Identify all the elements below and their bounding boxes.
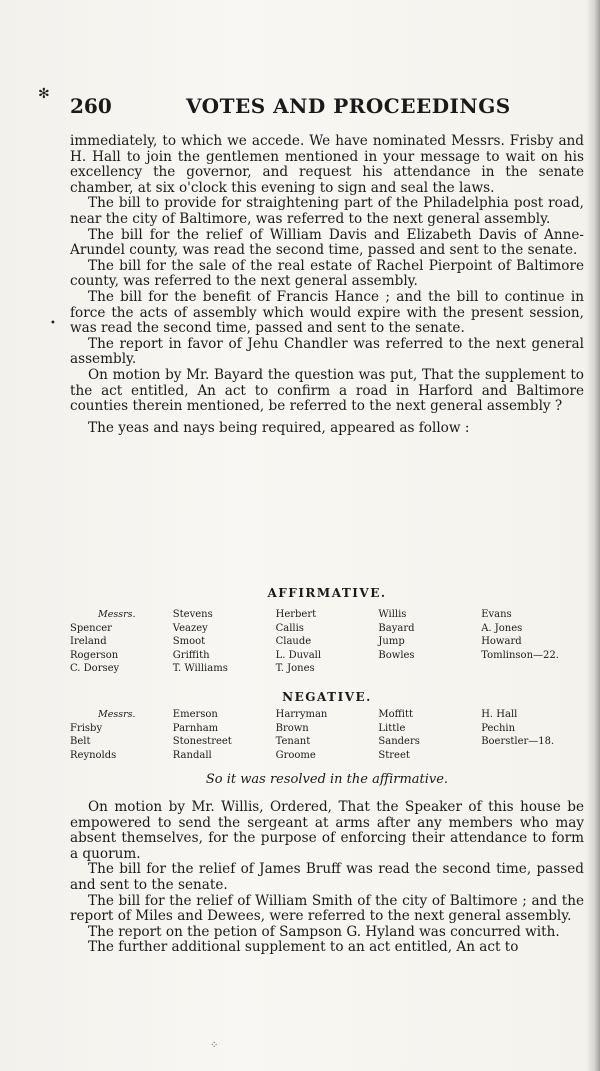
roll-name bbox=[378, 662, 481, 676]
affirmative-heading: AFFIRMATIVE. bbox=[267, 586, 387, 600]
ink-marks: ⁘ bbox=[210, 1040, 219, 1051]
roll-name: Smoot bbox=[172, 636, 206, 647]
roll-row bbox=[70, 662, 584, 676]
roll-name: Harryman bbox=[275, 709, 328, 720]
roll-name: Griffith bbox=[172, 649, 210, 661]
roll-name: Claude bbox=[275, 636, 312, 647]
roll-name: Sanders bbox=[378, 736, 420, 747]
roll-name: T. Williams bbox=[172, 663, 228, 674]
roll-name: Brown bbox=[275, 722, 309, 734]
body-text bbox=[70, 134, 584, 436]
roll-name: Frisby bbox=[70, 722, 103, 734]
roll-name: Emerson bbox=[172, 709, 218, 720]
roll-row bbox=[70, 708, 584, 722]
roll-name: Boerstler—18. bbox=[481, 736, 555, 747]
roll-name: C. Dorsey bbox=[70, 663, 120, 674]
roll-row bbox=[70, 608, 584, 622]
roll-name: Ireland bbox=[70, 636, 107, 647]
page-number: 260 bbox=[70, 94, 112, 118]
roll-name: H. Hall bbox=[481, 709, 518, 720]
roll-row bbox=[70, 749, 584, 763]
roll-name: Street bbox=[378, 749, 410, 761]
page-header bbox=[70, 94, 590, 122]
roll-row bbox=[70, 722, 584, 736]
roll-name: Moffitt bbox=[378, 709, 413, 720]
roll-name: T. Jones bbox=[275, 663, 315, 674]
roll-name: L. Duvall bbox=[275, 649, 322, 661]
roll-name: Rogerson bbox=[70, 649, 119, 661]
roll-name: Pechin bbox=[481, 722, 516, 734]
roll-row bbox=[70, 622, 584, 636]
roll-name: Groome bbox=[275, 749, 316, 761]
paragraph: The bill for the benefit of Francis Hance ; and the bill to continue in force the acts of assembly which would expire with the present session, was read the second time, passed and sent to the senate. bbox=[70, 288, 584, 337]
roll-name bbox=[481, 662, 584, 676]
roll-name: Messrs. bbox=[98, 609, 136, 620]
negative-roll bbox=[70, 708, 584, 762]
negative-section bbox=[70, 690, 584, 762]
paragraph: The bill for the relief of William Smith of the city of Baltimore ; and the report of Miles and Dewees, were referred to the next general assembly. bbox=[70, 892, 584, 925]
roll-name: Bowles bbox=[378, 649, 415, 661]
paragraph: The bill to provide for straightening part of the Philadelphia post road, near the city of Baltimore, was referred to the next general assembly. bbox=[70, 195, 584, 227]
roll-name: Jump bbox=[378, 636, 405, 647]
affirmative-roll bbox=[70, 608, 584, 676]
negative-heading: NEGATIVE. bbox=[282, 690, 372, 704]
affirmative-section bbox=[70, 586, 584, 676]
body-text-continued bbox=[70, 800, 584, 956]
page-edge-shadow bbox=[586, 0, 600, 1071]
ink-dot: • bbox=[50, 318, 56, 329]
roll-name: Callis bbox=[275, 622, 304, 634]
roll-name: Stonestreet bbox=[172, 736, 232, 747]
roll-name: Veazey bbox=[172, 622, 208, 634]
roll-name: Messrs. bbox=[98, 709, 136, 720]
roll-name: Willis bbox=[378, 609, 407, 620]
roll-name: Spencer bbox=[70, 622, 112, 634]
roll-row bbox=[70, 735, 584, 749]
paragraph: The bill for the relief of William Davis and Elizabeth Davis of Anne-Arundel county, was read the second time, passed and sent to the senate. bbox=[70, 226, 584, 259]
roll-name: Tomlinson—22. bbox=[481, 649, 559, 661]
paragraph: The bill for the relief of James Bruff was read the second time, passed and sent to the senate. bbox=[70, 861, 584, 893]
paragraph: The yeas and nays being required, appeared as follow : bbox=[88, 419, 470, 436]
ink-speck: ✻ bbox=[38, 86, 50, 102]
roll-name: Reynolds bbox=[70, 749, 117, 761]
roll-name: Evans bbox=[481, 609, 512, 620]
roll-name: Little bbox=[378, 722, 406, 734]
roll-row bbox=[70, 649, 584, 663]
resolution-line: So it was resolved in the affirmative. bbox=[205, 772, 449, 787]
roll-name: Herbert bbox=[275, 609, 317, 620]
roll-name: Howard bbox=[481, 636, 522, 647]
roll-name: Bayard bbox=[378, 622, 415, 634]
roll-name: Randall bbox=[172, 749, 212, 761]
paragraph: The further additional supplement to an act entitled, An act to bbox=[88, 939, 519, 956]
roll-name: Tenant bbox=[275, 736, 311, 747]
paragraph: On motion by Mr. Bayard the question was put, That the supplement to the act entitled, An act to confirm a road in Harford and Baltimore counties therein mentioned, be referred to the next general assembly ? bbox=[70, 366, 584, 415]
paragraph: immediately, to which we accede. We have nominated Messrs. Frisby and H. Hall to join the gentlemen mentioned in your message to wait on his excellency the governor, and request his attendance in the senate chamber, at six o'clock this evening to sign and seal the laws. bbox=[70, 133, 584, 196]
roll-name: Stevens bbox=[172, 609, 213, 620]
paragraph: The report in favor of Jehu Chandler was referred to the next general assembly. bbox=[70, 335, 584, 368]
roll-name: A. Jones bbox=[481, 622, 523, 634]
roll-row bbox=[70, 635, 584, 649]
running-title: VOTES AND PROCEEDINGS bbox=[186, 94, 511, 118]
paragraph: The bill for the sale of the real estate of Rachel Pierpoint of Baltimore county, was referred to the next general assembly. bbox=[70, 257, 584, 290]
paragraph: On motion by Mr. Willis, Ordered, That the Speaker of this house be empowered to send the sergeant at arms after any members who may absent themselves, for the purpose of enforcing their attendance to form a quorum. bbox=[70, 799, 584, 862]
paragraph: The report on the petion of Sampson G. Hyland was concurred with. bbox=[88, 923, 560, 940]
roll-name: Parnham bbox=[172, 722, 219, 734]
roll-name bbox=[481, 749, 584, 763]
roll-name: Belt bbox=[70, 736, 91, 747]
